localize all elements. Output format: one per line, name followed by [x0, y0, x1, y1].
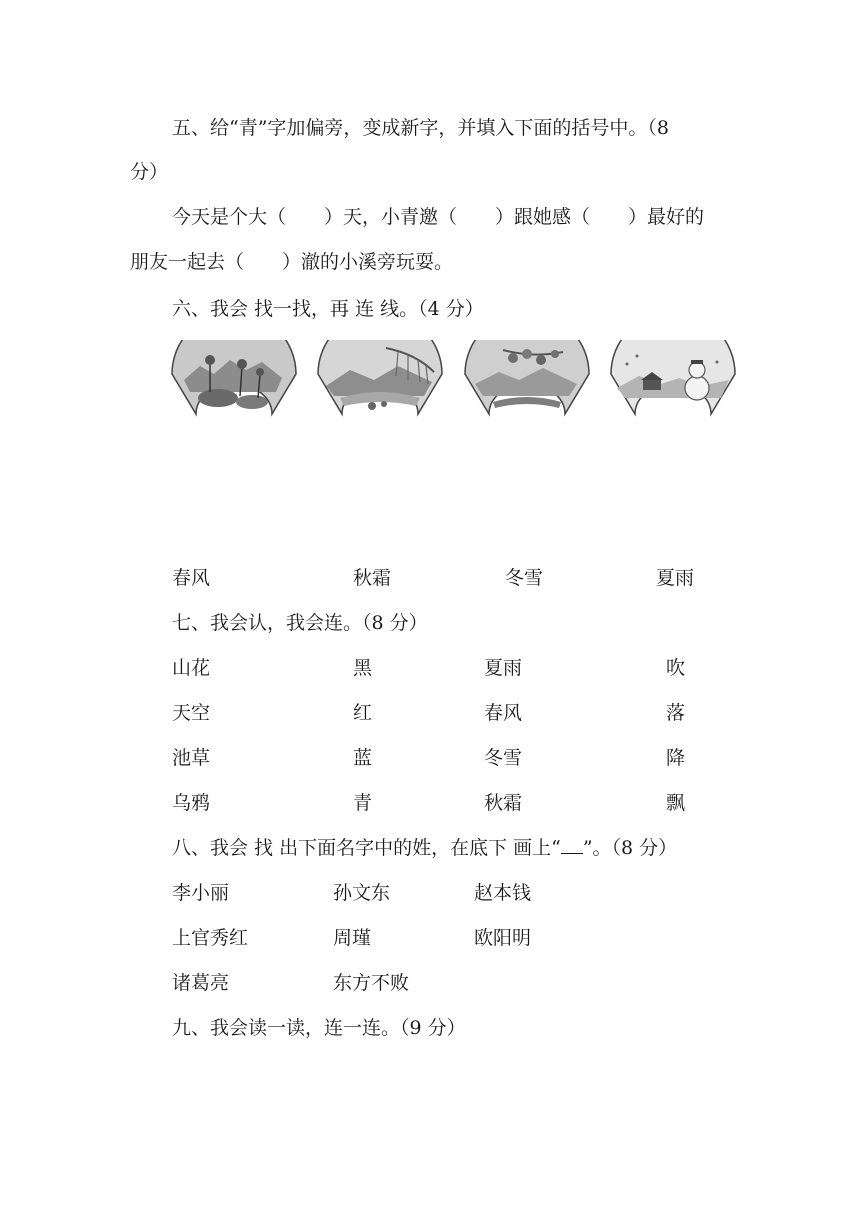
match-item: 冬雪	[484, 747, 523, 769]
name-item: 孙文东	[333, 882, 391, 904]
section6-title: 六、我会 找一找，再 连 线。（4 分）	[172, 298, 484, 320]
winter-snowman-fan-icon	[609, 340, 737, 422]
spring-willow-fan-icon	[316, 340, 444, 422]
match-item: 落	[666, 702, 686, 724]
season-word: 夏雨	[656, 567, 695, 589]
section5-sentence: 今天是个大（ ）天，小青邀（ ）跟她感（ ）最好的	[172, 206, 705, 228]
name-item: 东方不败	[333, 972, 410, 994]
season-word: 春风	[172, 567, 211, 589]
name-item: 上官秀红	[172, 927, 249, 949]
name-item: 欧阳明	[474, 927, 532, 949]
section5-sentence-cont: 朋友一起去（ ）澈的小溪旁玩耍。	[130, 251, 454, 273]
summer-lotus-fan-icon	[170, 340, 298, 422]
section5-title-cont: 分）	[130, 161, 169, 183]
match-item: 秋霜	[484, 792, 523, 814]
autumn-maple-fan-icon	[463, 340, 591, 422]
match-item: 蓝	[353, 747, 373, 769]
name-item: 周瑾	[333, 927, 372, 949]
section8-title-text: 八、我会 找 出下面名字中的姓，在底下 画上“	[172, 837, 561, 859]
season-word: 冬雪	[505, 567, 544, 589]
match-item: 春风	[484, 702, 523, 724]
match-item: 黑	[353, 657, 373, 679]
section5-title: 五、给“青”字加偏旁，变成新字，并填入下面的括号中。（8	[172, 117, 670, 139]
match-item: 乌鸦	[172, 792, 211, 814]
match-item: 池草	[172, 747, 211, 769]
match-item: 吹	[666, 657, 686, 679]
section8-title-end: ”。（8 分）	[582, 837, 678, 859]
section7-title: 七、我会认，我会连。（8 分）	[172, 612, 428, 634]
match-item: 山花	[172, 657, 211, 679]
name-item: 赵本钱	[474, 882, 532, 904]
match-item: 红	[353, 702, 373, 724]
section9-title: 九、我会读一读，连一连。（9 分）	[172, 1017, 466, 1039]
match-item: 青	[353, 792, 373, 814]
match-item: 降	[666, 747, 686, 769]
name-item: 诸葛亮	[172, 972, 230, 994]
underline-mark	[561, 837, 583, 854]
match-item: 夏雨	[484, 657, 523, 679]
section8-title	[172, 836, 677, 860]
name-item: 李小丽	[172, 882, 230, 904]
season-word: 秋霜	[353, 567, 392, 589]
match-item: 天空	[172, 702, 211, 724]
match-item: 飘	[666, 792, 686, 814]
